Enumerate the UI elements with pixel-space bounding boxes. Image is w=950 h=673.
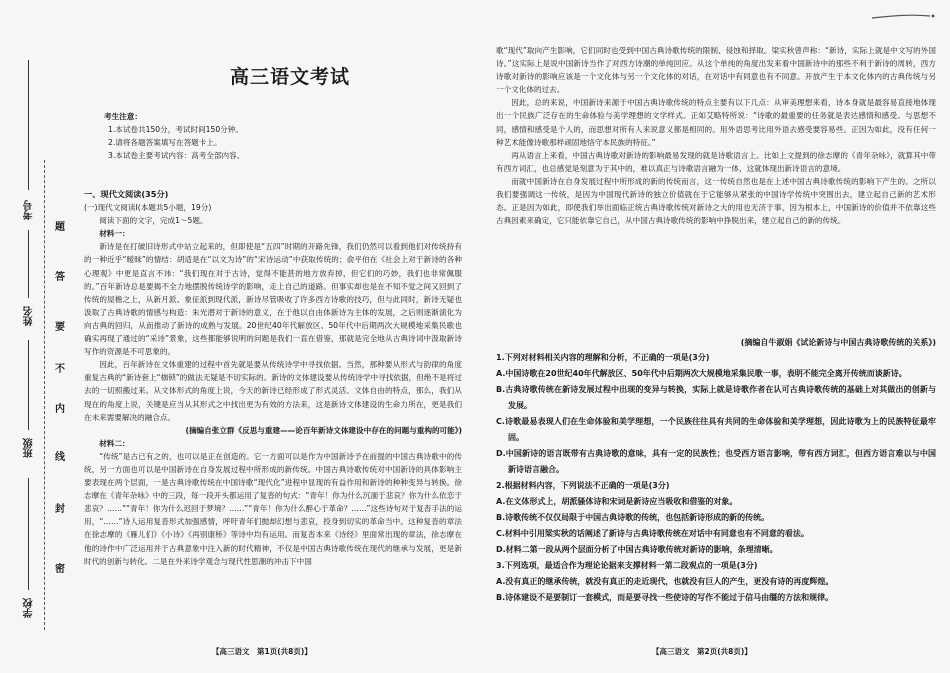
option: D.中国新诗的语言既带有古典诗歌的意味，具有一定的民族性；也受西方语言影响，带有西方词汇，但西方语言难以与中国新诗语言融合。 [496,449,936,474]
option: C.诗歌最易表现人们在生命体验和美学理想，一个民族往往具有共同的生命体验和美学理想，因此诗歌为上的民族特征最牢固。 [496,417,936,442]
reading-column-left [84,188,462,638]
right-page [482,0,950,673]
class-label: 班级 [24,438,35,458]
option: D.材料二第一段从两个层面分析了中国古典诗歌传统对新诗的影响，条理清晰。 [496,545,778,554]
source-citation: (摘编自张立群《反思与重建——论百年新诗文体建设中存在的问题与重构的可能》) [185,425,462,435]
material-two-label: 材料二： [99,438,130,448]
seal-char: 题 [55,222,65,233]
binding-gutter [0,0,78,673]
material-paragraph: 再从语言上来看，中国古典诗歌对新诗的影响最易发现的就是诗歌语言上。比如上文提到的徐志摩的《青年杂咏》，就算其中带有西方词汇，也总感觉是刻意为于其中的，难以真正与诗歌语言融为一体，这就体现出新诗语言的意境。 [496,150,936,173]
option: B.诗歌传统不仅仅局限于中国古典诗歌的传统，也包括新诗形成的新的传统。 [496,513,770,522]
seal-char: 线 [55,452,65,463]
question-3 [496,558,936,606]
seal-char: 要 [55,322,65,333]
seal-char: 密 [55,564,65,575]
seal-char: 答 [55,272,65,283]
name-label: 姓名 [24,306,35,326]
question-stem: 2.根据材料内容，下列说法不正确的一项是(3分) [496,481,670,490]
option: A.在文体形式上，胡派骚体诗和宋词是新诗应当吸收和借鉴的对象。 [496,497,738,506]
option: C.材料中引用梁实秋的话阐述了新诗与古典诗歌传统在对话中有同意也有不同意的看法。 [496,529,809,538]
material-paragraph: 因此，总的来说，中国新诗来源于中国古典诗歌传统的特点主要有以下几点：从审美理想来看，诗本身就是最容易直接地体现出一个民族广泛存在的生命体验与美学理想的文学样式。正如艾略特所说：“诗歌的最重要的任务就是表达感情和感受。与思想不同，感情和感受是个人的，而思想对所有人来说意义都是相同的。用外语思考比用外语去感受要容易些。正因为如此，没有任何一种艺术能像诗歌那样顽固地恪守本民族的特征。” [496,98,936,147]
exam-title: 高三语文考试 [229,66,350,88]
class-line [28,340,29,430]
notice-item: 3.本试卷主要考试内容：高考全部内容。 [108,151,245,161]
option: A.中国诗歌在20世纪40年代解放区、50年代中后期两次大规模地采集民歌一事，表明不能完全离开传统而谈新诗。 [496,369,907,378]
seal-char: 内 [55,404,65,415]
questions-block [496,336,936,636]
reading-column-right [496,44,936,339]
material-paragraph: 歌“现代”取向产生影响，它们同时也受到中国古典诗歌传统的限制、侵蚀和择取。梁实秋曾声称：“新诗，实际上就是中文写的外国诗。”这实际上是说中国新诗当作了对西方诗潮的单纯回应。从这个单纯的角度出发来看中国新诗中的那些不利于新诗的周转，西方诗歌对新诗的影响应该是一个文化体与另一个文化体的对话，在对话中有同意也有不同意。开放产生于本文化体内的古典传统与另一个文化体的过去。 [496,46,936,95]
material-paragraph: 而就中国新诗在自身发展过程中所形成的新的传统而言，这一传统自然也是在上述中国古典诗歌传统的影响下产生的。之所以我们要强调这一传统，是因为中国现代新诗的独立价值就在于它能够从紧张的中国诗学传统中突围出去，建立起自己新的艺术形态。正是因为如此，即使我们举出面临正统古典诗歌传统对新诗之大的用也无济于事，因为根本上，中国新诗的价值并不依靠这些古典因素来确定，它只能依靠它自己，从中国古典诗歌传统的影响中挣脱出来，建立起自己的新的传统。 [496,176,936,226]
page-footer-right: 【高三语文 第2页(共8页)】 [652,647,752,656]
material-paragraph: 新诗是在打破旧诗形式中站立起来的，但即使是“五四”时期的开路先锋，我们仍然可以看到他们对传统持有的一种近乎“暧昧”的情结：胡适是在“以文为诗”的“宋诗运动”中获取传统的；俞平伯在《社会上对于新诗的各种心理观》中更是直言不讳：“我们现在对于古诗，觉得不能甚的地方放弃掉，但它们的巧妙，我们也非常佩服的。”百年新诗总是要揭不全力地摆脱传统诗学的影响，走上自己的道路。但事实却也是在不知不觉之间又回到了传统的屋檐之上，从新月派、象征派到现代派，新诗尽管吸收了许多西方诗歌的技巧，但与此同时，新诗无疑也汲取了古典诗歌的情感与构造：朱光潜对于新诗的意义，在于他以自由体新诗为主体的发展，之后则逐渐演化为向古典的回归，从而推动了新诗的成熟与发展。20世纪40年代解放区、50年代中后期两次大规模地采集民歌也确实再现了通过的“采诗”景象，这些都能够说明的问题是我们一直在借鉴，那就是完全地从古典诗词中汲取新诗写作的资源是不可思象的。 [84,242,462,357]
subsection-heading: (一)现代文阅读Ⅰ(本题共5小题，19分) [84,203,212,213]
question-2 [496,478,936,558]
exam-no-label: 考号 [24,200,35,220]
school-line [28,478,29,590]
page-footer-left: 【高三语文 第1页(共8页)】 [212,647,312,656]
source-citation: (摘编自牛淑娟《试论新诗与中国古典诗歌传统的关系》) [740,338,936,347]
question-stem: 1.下列对材料相关内容的理解和分析，不正确的一项是(3分) [496,353,710,362]
option: B.古典诗歌传统在新诗发展过程中出现的变异与转换，实际上就是诗歌作者在认可古典诗歌传统的基础上对其做出的创新与发展。 [496,385,936,410]
notice-item: 1.本试卷共150分，考试时间150分钟。 [108,125,243,135]
option: A.没有真正的继承传统，就没有真正的走近现代，也就没有巨人的产生，更没有诗的再度辉煌。 [496,577,834,586]
question-1 [496,350,936,478]
question-stem: 3.下列选项，最适合作为理论论据来支撑材料一第二段观点的一项是(3分) [496,561,758,570]
seal-char: 封 [55,504,65,515]
seal-char: 不 [55,364,65,375]
material-paragraph: “传统”是古已有之的，也可以是正在创造的。它一方面可以是作为中国新诗予在前提的中国古典诗歌中的传统，另一方面也可以是中国新诗在自身发展过程中所形成的新传统。中国古典诗歌传统对中国新诗的具体影响主要表现在两个层面，一是古典诗歌传统在中国诗歌“现代化”进程中显现的有益作用和新诗的种种变异与转换。徐志摩在《青年杂咏》中的三段，每一段开头都运用了复沓的句式：“青年！你为什么沉湎于悲哀？你为什么依恋于悲哀？……”“青年！你为什么迟回于梦境？……”“青年！你为什么醉心于革命？……”这些诗句对于复沓手法的运用，“……”诗人运用复沓形式加强感情，呼吁青年们抛却幻想与悲哀，投身到切实的革命当中。这种复沓的章法在徐志摩的《雁儿们》《小诗》《再别康桥》等诗中均有运用。而复沓本来《诗经》里面常出现的章法，徐志摩在他的诗作中广泛运用并于古典意象中注入新的时代精神，不仅是中国古典诗歌传统在现代的继承与发展，更是新时代的创新与转化。二是在外来诗学观念与现代性思潮的冲击下中国 [84,451,462,566]
section-heading: 一、现代文阅读(35分) [84,189,169,199]
material-one-label: 材料一： [99,229,130,239]
instruction: 阅读下面的文字，完成1～5题。 [99,216,208,226]
pen-mark-icon [870,10,936,22]
notice-heading: 考生注意： [104,112,142,121]
school-label: 学校 [24,598,35,618]
notice-block [104,110,454,162]
exam-no-line [28,60,29,190]
notice-item: 2.请将各题答案填写在答题卡上。 [108,138,222,148]
option: B.诗体建设不是要制订一套模式，而是要寻找一些使诗的写作不能过于信马由缰的方法和规律。 [496,593,834,602]
material-paragraph: 因此，百年新诗在文体重建的过程中首先就是要从传统诗学中寻找依据。当然，那种要从形式与韵律的角度重复古典的“新诗套上“枷锁”的做法无疑是不切实际的。新诗的文体建设要从传统诗学中寻找依据，但绝不是将过去的一切照搬过来。从文体形式的角度上说，今天的新诗已经形成了形式灵活、文体自由的特点，那么，我们从现在的角度上说，关键是应当从其形式之中找出更为有效的方法来，这是新诗文体建设的生命力所在，更是我们在未来需要解决的融合点。 [84,360,462,422]
seal-dashed-line [44,160,45,630]
name-line [28,230,29,298]
